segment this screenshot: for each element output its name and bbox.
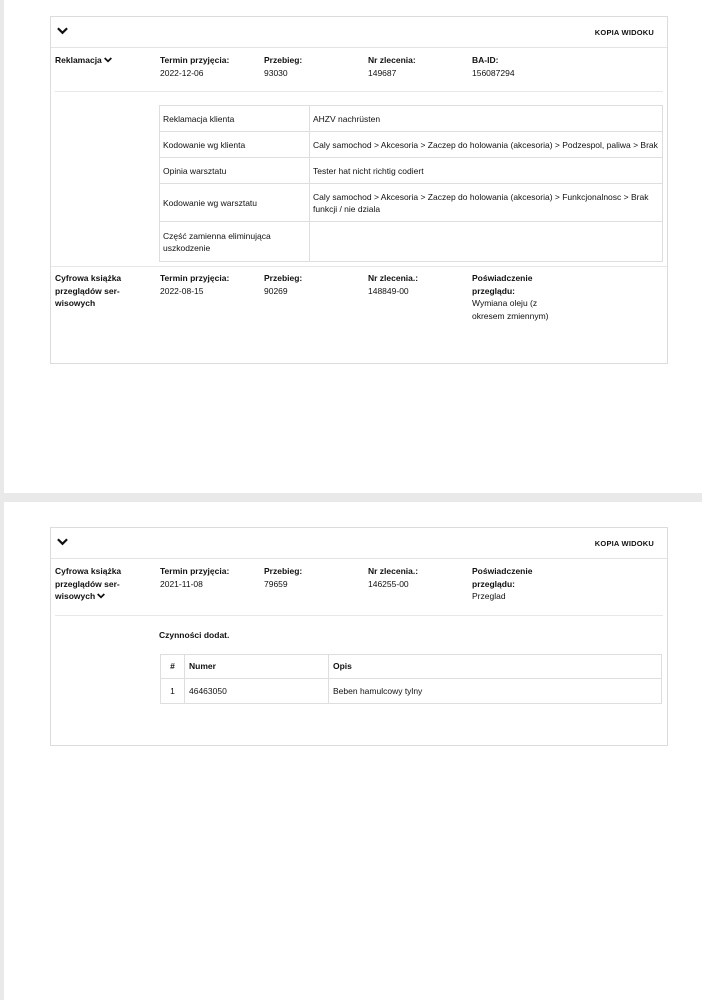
chevron-down-icon[interactable] bbox=[57, 27, 68, 35]
table-row: Kodowanie wg klienta Caly samochod > Akcesoria > Zaczep do holowania (akcesoria) > Podzespol, paliwa > Brak bbox=[160, 132, 663, 158]
termin-field: Termin przyjęcia: 2022-08-15 bbox=[160, 273, 230, 296]
nr-zlecenia-field: Nr zlecenia.: 146255-00 bbox=[368, 566, 419, 589]
ops-title: Czynności dodat. bbox=[159, 630, 230, 640]
chevron-down-icon[interactable] bbox=[57, 538, 68, 546]
entry-category[interactable]: Reklamacja bbox=[55, 54, 147, 67]
nr-zlecenia-field: Nr zlecenia: 149687 bbox=[368, 55, 416, 78]
poswiadczenie-field: Poświadczenie przeglądu: Wymiana oleju (z okresem zmiennym) bbox=[472, 273, 549, 321]
panel-header bbox=[51, 528, 667, 559]
termin-field: Termin przyjęcia: 2021-11-08 bbox=[160, 566, 230, 589]
history-panel-2 bbox=[50, 527, 668, 746]
poswiadczenie-field: Poświadczenie przeglądu: Przeglad bbox=[472, 566, 533, 601]
table-row: Opinia warsztatu Tester hat nicht richtig codiert bbox=[160, 158, 663, 184]
watermark: OTOMOTO bbox=[14, 976, 88, 992]
chevron-down-icon[interactable] bbox=[104, 57, 112, 63]
divider bbox=[55, 91, 663, 92]
table-row: Reklamacja klienta AHZV nachrüsten bbox=[160, 106, 663, 132]
termin-field: Termin przyjęcia: 2022-12-06 bbox=[160, 55, 230, 78]
przebieg-field: Przebieg: 90269 bbox=[264, 273, 303, 296]
service-book-entry bbox=[51, 559, 667, 745]
reklamacja-details-table bbox=[159, 105, 663, 262]
service-book-entry bbox=[51, 266, 667, 356]
table-header-row: # Numer Opis bbox=[161, 655, 662, 679]
chevron-down-icon[interactable] bbox=[97, 593, 105, 599]
nr-zlecenia-field: Nr zlecenia.: 148849-00 bbox=[368, 273, 419, 296]
table-row: Część zamienna eliminująca uszkodzenie bbox=[160, 222, 663, 262]
table-row: Kodowanie wg warsztatu Caly samochod > Akcesoria > Zaczep do holowania (akcesoria) > Funkcjonalnosc > Brak funkcji / nie dziala bbox=[160, 184, 663, 222]
ba-id-field: BA-ID: 156087294 bbox=[472, 55, 515, 78]
kopia-widoku-button[interactable]: KOPIA WIDOKU bbox=[594, 539, 654, 548]
page-sheet-1 bbox=[4, 0, 702, 493]
operations-table bbox=[160, 654, 662, 704]
reklamacja-entry bbox=[51, 48, 667, 253]
divider bbox=[55, 615, 663, 616]
przebieg-field: Przebieg: 93030 bbox=[264, 55, 303, 78]
entry-category[interactable]: Cyfrowa książka przeglądów ser-wisowych bbox=[55, 566, 122, 601]
kopia-widoku-button[interactable]: KOPIA WIDOKU bbox=[594, 28, 654, 37]
page-sheet-2 bbox=[4, 502, 702, 1000]
przebieg-field: Przebieg: 79659 bbox=[264, 566, 303, 589]
history-panel-1 bbox=[50, 16, 668, 364]
entry-category: Cyfrowa książka przeglądów ser-wisowych bbox=[55, 273, 122, 308]
panel-header bbox=[51, 17, 667, 48]
table-row: 1 46463050 Beben hamulcowy tylny bbox=[161, 679, 662, 704]
